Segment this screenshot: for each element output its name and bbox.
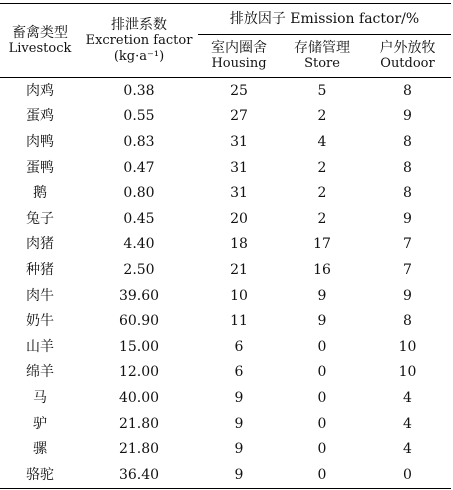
table-row <box>0 385 451 411</box>
header-livestock <box>0 4 80 78</box>
cell-name: 山羊 <box>26 338 54 355</box>
cell-store: 17 <box>313 236 331 253</box>
table-row <box>0 78 451 104</box>
header-outdoor <box>364 35 451 78</box>
header-outdoor-en: Outdoor <box>380 56 435 71</box>
header-store-en: Store <box>304 56 340 71</box>
cell-housing: 31 <box>230 185 248 202</box>
cell-outdoor: 4 <box>403 415 412 432</box>
cell-housing: 31 <box>230 159 248 176</box>
cell-name: 蛋鸭 <box>26 159 54 176</box>
cell-excretion: 2.50 <box>123 261 155 278</box>
emission-factor-table <box>0 3 451 489</box>
cell-excretion: 12.00 <box>118 364 160 381</box>
cell-outdoor: 10 <box>398 338 417 355</box>
cell-housing: 11 <box>230 313 248 330</box>
cell-excretion: 40.00 <box>118 389 160 406</box>
cell-store: 0 <box>317 389 327 406</box>
cell-excretion: 0.55 <box>123 108 155 125</box>
header-excretion-en: Excretion factor <box>85 32 193 48</box>
table-row <box>0 360 451 386</box>
table-body <box>0 78 451 489</box>
table-row <box>0 283 451 309</box>
cell-outdoor: 8 <box>403 185 412 202</box>
cell-store: 16 <box>313 261 331 278</box>
header-housing-zh: 室内圈舍 <box>211 40 267 56</box>
cell-housing: 9 <box>234 441 244 458</box>
cell-name: 兔子 <box>26 210 54 227</box>
header-excretion-zh: 排泄系数 <box>111 16 167 33</box>
cell-name: 肉猪 <box>26 236 54 253</box>
cell-excretion: 36.40 <box>80 462 198 488</box>
cell-name: 骡 <box>33 441 47 458</box>
cell-outdoor: 8 <box>403 313 412 330</box>
cell-name: 骆驼 <box>0 462 80 488</box>
header-housing-en: Housing <box>211 56 267 71</box>
cell-excretion: 0.80 <box>123 185 155 202</box>
table-row <box>0 462 451 488</box>
cell-excretion: 0.47 <box>123 159 155 176</box>
header-excretion <box>80 4 198 78</box>
cell-store: 0 <box>317 338 327 355</box>
table-row <box>0 206 451 232</box>
cell-housing: 6 <box>234 364 244 381</box>
cell-outdoor: 4 <box>403 441 412 458</box>
table-row <box>0 334 451 360</box>
cell-housing: 10 <box>230 287 248 304</box>
cell-name: 奶牛 <box>26 313 54 330</box>
header-livestock-zh: 畜禽类型 <box>12 24 68 41</box>
header-livestock-en: Livestock <box>8 40 72 56</box>
cell-housing: 9 <box>234 415 244 432</box>
cell-store: 2 <box>317 108 327 125</box>
cell-excretion: 4.40 <box>123 236 155 253</box>
cell-store: 0 <box>317 415 327 432</box>
cell-outdoor: 8 <box>403 133 412 150</box>
cell-outdoor: 9 <box>403 287 412 304</box>
cell-outdoor: 8 <box>403 159 412 176</box>
cell-outdoor: 7 <box>403 261 412 278</box>
cell-excretion: 0.83 <box>123 133 155 150</box>
table-header <box>0 4 451 78</box>
cell-excretion: 0.38 <box>123 82 155 99</box>
cell-name: 驴 <box>33 415 47 432</box>
cell-store: 5 <box>317 82 327 99</box>
cell-outdoor: 9 <box>403 108 412 125</box>
cell-excretion: 0.45 <box>123 210 155 227</box>
table-row <box>0 155 451 181</box>
cell-housing: 9 <box>234 389 244 406</box>
header-store-zh: 存储管理 <box>294 40 350 56</box>
cell-name: 绵羊 <box>26 364 54 381</box>
cell-housing: 20 <box>230 210 248 227</box>
cell-store: 2 <box>317 159 327 176</box>
table-row <box>0 180 451 206</box>
table-row <box>0 308 451 334</box>
cell-excretion: 15.00 <box>118 338 160 355</box>
cell-housing: 27 <box>230 108 248 125</box>
cell-excretion: 60.90 <box>118 313 160 330</box>
cell-name: 肉鸭 <box>26 133 54 150</box>
cell-name: 肉鸡 <box>26 82 54 99</box>
cell-store: 0 <box>317 441 327 458</box>
cell-store: 9 <box>317 287 327 304</box>
header-outdoor-zh: 户外放牧 <box>379 40 436 56</box>
header-emission-group: 排放因子 Emission factor/% <box>198 4 451 35</box>
cell-excretion: 21.80 <box>118 415 160 432</box>
cell-housing: 31 <box>230 133 248 150</box>
header-store <box>280 35 364 78</box>
table-row <box>0 232 451 258</box>
cell-store: 2 <box>317 210 327 227</box>
cell-name: 马 <box>33 389 47 406</box>
table-row <box>0 257 451 283</box>
cell-outdoor: 7 <box>403 236 412 253</box>
cell-housing: 21 <box>230 261 248 278</box>
cell-outdoor: 9 <box>403 210 412 227</box>
cell-name: 肉牛 <box>26 287 54 304</box>
cell-housing: 9 <box>198 462 280 488</box>
cell-store: 0 <box>280 462 364 488</box>
cell-name: 蛋鸡 <box>26 108 54 125</box>
cell-store: 4 <box>317 133 327 150</box>
header-housing <box>198 35 280 78</box>
cell-name: 鹅 <box>33 185 47 202</box>
cell-outdoor: 8 <box>403 82 412 99</box>
cell-store: 0 <box>317 364 327 381</box>
cell-store: 2 <box>317 185 327 202</box>
cell-housing: 6 <box>234 338 244 355</box>
table-row <box>0 436 451 462</box>
cell-housing: 18 <box>230 236 248 253</box>
cell-excretion: 21.80 <box>118 441 160 458</box>
cell-excretion: 39.60 <box>118 287 160 304</box>
header-excretion-unit: (kg·a⁻¹) <box>113 48 165 64</box>
cell-outdoor: 4 <box>403 389 412 406</box>
cell-outdoor: 10 <box>398 364 417 381</box>
table-row <box>0 104 451 130</box>
cell-outdoor: 0 <box>364 462 451 488</box>
table-row <box>0 129 451 155</box>
cell-name: 种猪 <box>26 261 54 278</box>
cell-store: 9 <box>317 313 327 330</box>
cell-housing: 25 <box>230 82 248 99</box>
table-row <box>0 411 451 437</box>
